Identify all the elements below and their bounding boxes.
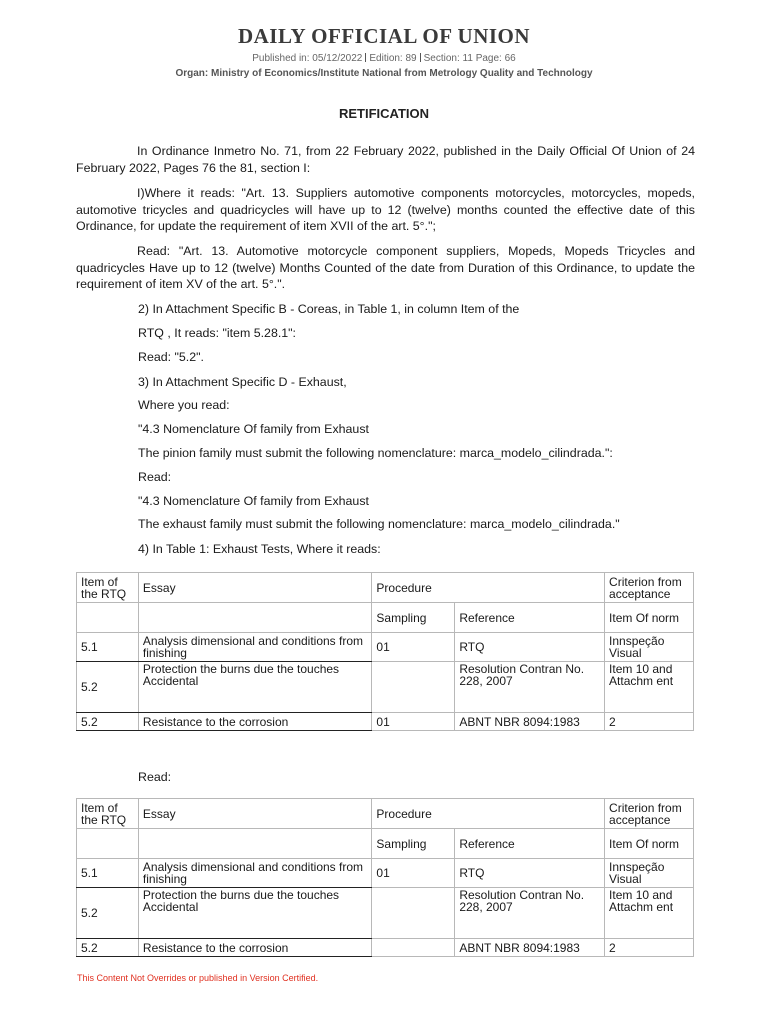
header-procedure: Procedure <box>372 799 605 829</box>
text-line: RTQ , It reads: "item 5.28.1": <box>138 326 297 340</box>
cell-item: 5.2 <box>77 713 139 731</box>
published-date: Published in: 05/12/2022 <box>252 53 363 64</box>
edition-number: Edition: 89 <box>369 53 417 64</box>
cell-criterion: Item 10 and Attachm ent <box>605 662 694 713</box>
text-line: The exhaust family must submit the following nomenclature: marca_modelo_cilindrada." <box>138 517 620 531</box>
cell-sampling: 01 <box>372 633 455 662</box>
cell-sampling: 01 <box>372 713 455 731</box>
cell-sampling <box>372 888 455 939</box>
paragraph-text: Read: "Art. 13. Automotive motorcycle component suppliers, Mopeds, Mopeds Tricycles and quadricycles Have up to 12 (twelve) Months Counted of the date from Duration of this Ordinance, to update the requirement of item XV of the art. 5°.". <box>76 244 695 292</box>
cell-reference: ABNT NBR 8094:1983 <box>455 939 605 957</box>
text-line: Read: <box>138 470 172 484</box>
section-page: Section: 11 Page: 66 <box>423 53 516 64</box>
header-norm: Item Of norm <box>605 829 694 859</box>
cell-reference: Resolution Contran No. 228, 2007 <box>455 888 605 939</box>
table-row <box>77 662 694 713</box>
cell-essay: Analysis dimensional and conditions from finishing <box>138 859 371 888</box>
cell-essay: Protection the burns due the touches Accidental <box>138 888 371 939</box>
text-line: 4) In Table 1: Exhaust Tests, Where it reads: <box>138 542 381 556</box>
exhaust-tests-table-corrected <box>76 798 694 957</box>
header-sampling: Sampling <box>372 603 455 633</box>
text-line: "4.3 Nomenclature Of family from Exhaust <box>138 494 369 508</box>
empty-cell <box>77 829 139 859</box>
cell-item: 5.1 <box>77 633 139 662</box>
separator <box>365 53 366 62</box>
paragraph-where-reads <box>76 185 695 235</box>
header-procedure: Procedure <box>372 573 605 603</box>
publication-info <box>0 53 768 64</box>
cell-item: 5.1 <box>77 859 139 888</box>
cell-criterion: Innspeção Visual <box>605 633 694 662</box>
table-row <box>77 633 694 662</box>
cell-reference: Resolution Contran No. 228, 2007 <box>455 662 605 713</box>
header-norm: Item Of norm <box>605 603 694 633</box>
table-subheader-row <box>77 603 694 633</box>
paragraph-text: I)Where it reads: "Art. 13. Suppliers automotive components motorcycles, motorcycles, mopeds, automotive tricycles and quadricycles will have up to 12 (twelve) months counted the effective date of this Ordinance, for update the requirement of item XVII of the art. 5°."; <box>76 186 695 234</box>
header-reference: Reference <box>455 603 605 633</box>
cell-essay: Analysis dimensional and conditions from finishing <box>138 633 371 662</box>
header-reference: Reference <box>455 829 605 859</box>
header-essay: Essay <box>138 573 371 603</box>
table-row <box>77 939 694 957</box>
table-row <box>77 888 694 939</box>
text-line: Where you read: <box>138 398 230 412</box>
header-essay: Essay <box>138 799 371 829</box>
table-header-row <box>77 799 694 829</box>
paragraph-intro <box>76 143 695 176</box>
paragraph-read <box>76 243 695 293</box>
document-title: RETIFICATION <box>338 106 430 121</box>
cell-criterion: Item 10 and Attachm ent <box>605 888 694 939</box>
paragraph-text: In Ordinance Inmetro No. 71, from 22 February 2022, published in the Daily Official Of Union of 24 February 2022, Pages 76 the 81, section I: <box>76 144 695 175</box>
cell-item: 5.2 <box>77 662 139 713</box>
text-line: Read: "5.2". <box>138 350 204 364</box>
cell-criterion: 2 <box>605 713 694 731</box>
cell-item: 5.2 <box>77 888 139 939</box>
text-line: 2) In Attachment Specific B - Coreas, in Table 1, in column Item of the <box>138 302 520 316</box>
cell-essay: Resistance to the corrosion <box>138 939 371 957</box>
cell-item: 5.2 <box>77 939 139 957</box>
separator <box>420 53 421 62</box>
table-row <box>77 859 694 888</box>
footer-disclaimer: This Content Not Overrides or published in Version Certified. <box>77 973 319 983</box>
text-line: "4.3 Nomenclature Of family from Exhaust <box>138 422 369 436</box>
cell-sampling <box>372 939 455 957</box>
table-subheader-row <box>77 829 694 859</box>
header-item: Item of the RTQ <box>77 799 139 829</box>
cell-reference: RTQ <box>455 633 605 662</box>
cell-reference: RTQ <box>455 859 605 888</box>
cell-sampling <box>372 662 455 713</box>
cell-criterion: Innspeção Visual <box>605 859 694 888</box>
text-line: 3) In Attachment Specific D - Exhaust, <box>138 375 347 389</box>
header-criterion: Criterion from acceptance <box>605 799 694 829</box>
read-label: Read: <box>138 770 172 784</box>
cell-essay: Protection the burns due the touches Accidental <box>138 662 371 713</box>
cell-reference: ABNT NBR 8094:1983 <box>455 713 605 731</box>
cell-criterion: 2 <box>605 939 694 957</box>
header-criterion: Criterion from acceptance <box>605 573 694 603</box>
masthead-title: DAILY OFFICIAL OF UNION <box>237 24 531 48</box>
exhaust-tests-table-original <box>76 572 694 731</box>
header-sampling: Sampling <box>372 829 455 859</box>
table-header-row <box>77 573 694 603</box>
empty-cell <box>77 603 139 633</box>
empty-cell <box>138 603 371 633</box>
text-line: The pinion family must submit the following nomenclature: marca_modelo_cilindrada.": <box>138 446 613 460</box>
empty-cell <box>138 829 371 859</box>
table-row <box>77 713 694 731</box>
cell-sampling: 01 <box>372 859 455 888</box>
header-item: Item of the RTQ <box>77 573 139 603</box>
organ-line: Organ: Ministry of Economics/Institute National from Metrology Quality and Technology <box>175 68 593 79</box>
cell-essay: Resistance to the corrosion <box>138 713 371 731</box>
